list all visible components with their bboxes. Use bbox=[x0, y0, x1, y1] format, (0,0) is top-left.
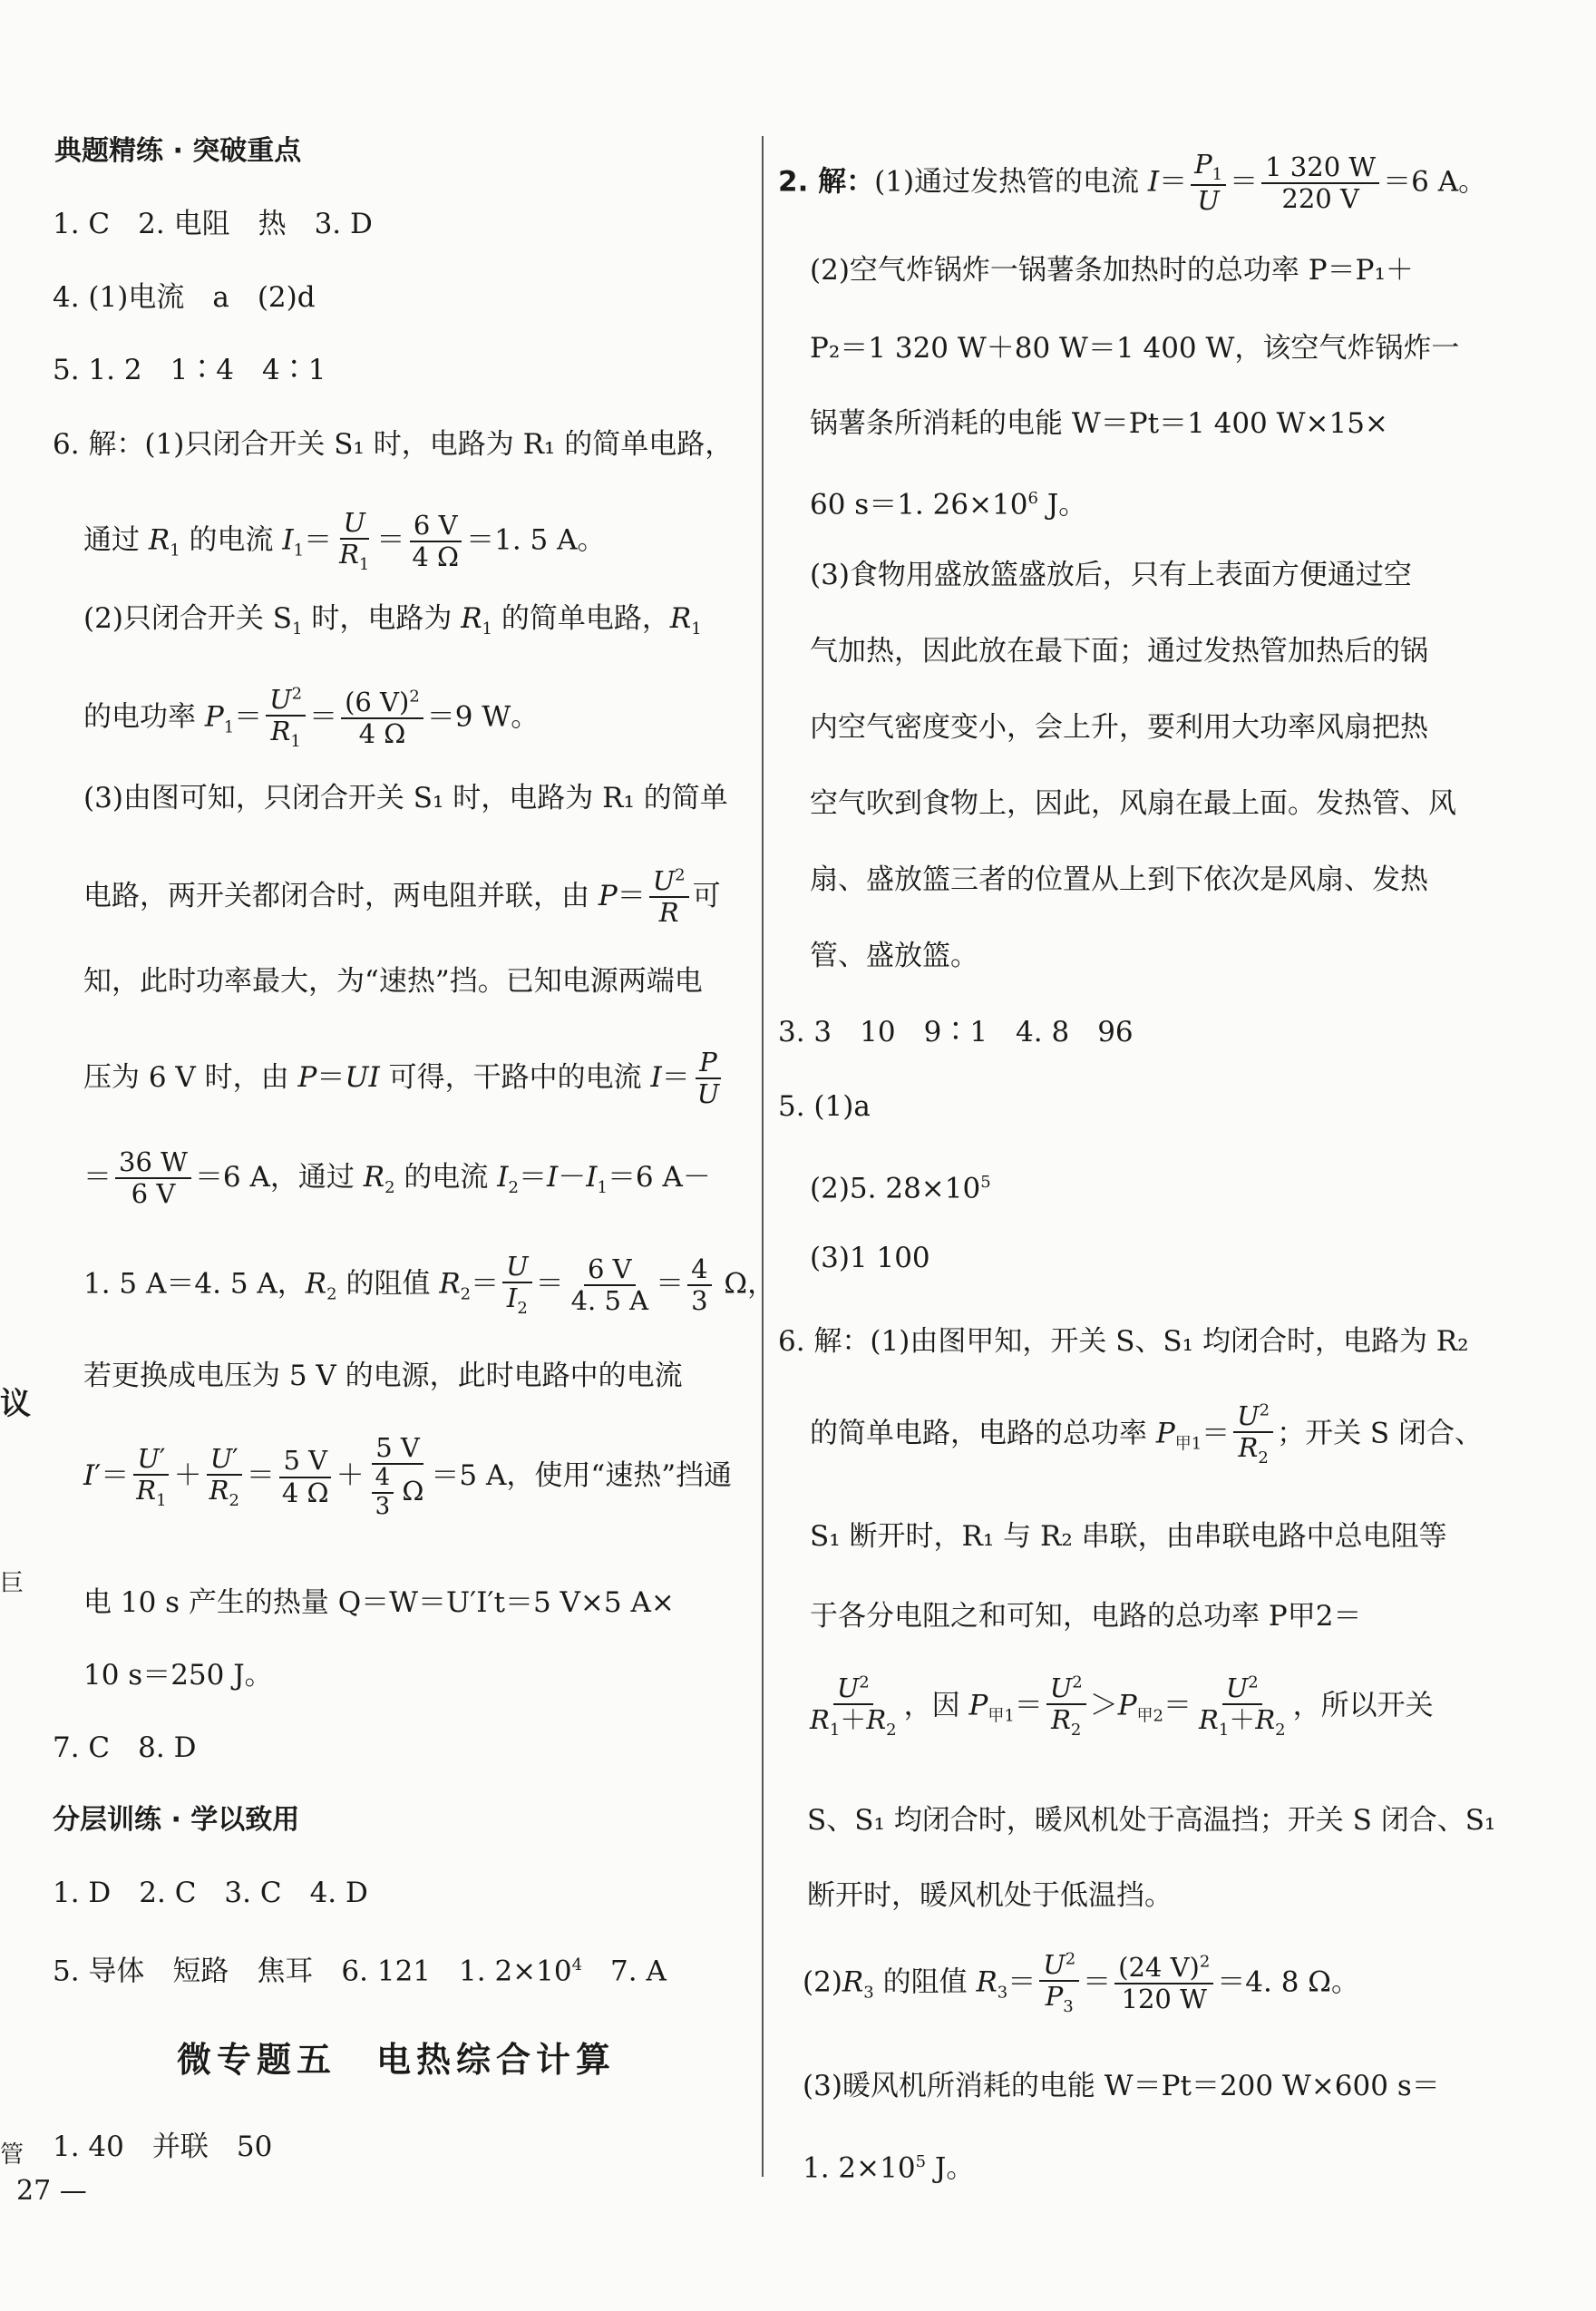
page-number: 27 — bbox=[16, 2175, 87, 2207]
formula-line: $\frac{U^2}{R_1+R_2}$ ，因 $P_{甲1}=$ $\frac{U^2}{R_2}$ $>P_{甲2}=$ $\frac{U^2}{R_1+R_2}$ ，所以开关 bbox=[810, 1672, 1434, 1741]
answer-line: S、S₁ 均闭合时，暖风机处于高温挡；开关 S 闭合、S₁ bbox=[807, 1804, 1496, 1837]
answer-line: 10 s＝250 J。 bbox=[83, 1659, 273, 1692]
answer-line: S₁ 断开时，R₁ 与 R₂ 串联，由串联电路中总电阻等 bbox=[810, 1520, 1447, 1553]
section-heading-practice: 典题精练 · 突破重点 bbox=[54, 135, 302, 167]
answer-line: (3)食物用盛放篮盛放后，只有上表面方便通过空 bbox=[810, 559, 1412, 591]
formula-line: ＝ $\frac{36 W}{6 V}$ ＝6 A，通过 $R_2$ 的电流 $I_2=I-I_1=6$ A－ bbox=[83, 1146, 711, 1210]
answer-line: 3. 3 10 9∶1 4. 8 96 bbox=[778, 1016, 1134, 1048]
answer-line: 5. (1)a bbox=[778, 1090, 871, 1123]
answer-line: 5. 1. 2 1∶4 4∶1 bbox=[53, 354, 326, 386]
answer-line: 6. 解：(1)只闭合开关 S₁ 时，电路为 R₁ 的简单电路， bbox=[53, 428, 734, 461]
answer-line: 1. $2\times 10^5$ J。 bbox=[803, 2151, 975, 2185]
answer-line: 1. D 2. C 3. C 4. D bbox=[53, 1877, 368, 1909]
formula-line: 压为 6 V 时，由 P＝UI 可得，干路中的电流 I＝ $\frac{P}{U}$ bbox=[83, 1047, 720, 1110]
answer-line: 7. C 8. D bbox=[53, 1731, 197, 1764]
formula-line: I′＝ $\frac{U'}{R_1}$ ＋ $\frac{U'}{R_2}$ ＝ $\frac{5 V}{4 \Omega}$ ＋ 5 V $\frac{4}{3}$ Ω ＝5 A，使用“速热”挡通 bbox=[83, 1432, 733, 1521]
answer-line: 1. 40 并联 50 bbox=[53, 2131, 273, 2163]
formula-line: $(2)R_3$ 的阻值 $R_3=$ $\frac{U^2}{P_3}$ ＝ $\frac{(24 V)^2}{120 W}$ ＝4. 8 Ω。 bbox=[803, 1949, 1360, 2017]
answer-line: 扇、盛放篮三者的位置从上到下依次是风扇、发热 bbox=[810, 863, 1428, 896]
answer-line: 内空气密度变小，会上升，要利用大功率风扇把热 bbox=[810, 711, 1428, 744]
answer-line: 1. C 2. 电阻 热 3. D bbox=[53, 208, 373, 240]
margin-fragment: 议 bbox=[0, 1386, 31, 1422]
answer-line: 60 s＝1. $26\times 10^6$ J。 bbox=[810, 488, 1087, 522]
column-divider bbox=[762, 136, 764, 2177]
margin-fragment: 巨 bbox=[0, 1570, 24, 1597]
section-heading-training: 分层训练 · 学以致用 bbox=[53, 1804, 300, 1836]
answer-line: (2)5. $28\times 10^5$ bbox=[810, 1172, 991, 1205]
section-title: 微专题五 电热综合计算 bbox=[177, 2039, 617, 2080]
answer-line: 若更换成电压为 5 V 的电源，此时电路中的电流 bbox=[83, 1360, 683, 1392]
answer-line: 于各分电阻之和可知，电路的总功率 P甲2＝ bbox=[810, 1600, 1362, 1633]
answer-line: (3)暖风机所消耗的电能 W＝Pt＝200 W×600 s＝ bbox=[803, 2070, 1440, 2102]
formula-line: 2. 解：(1)通过发热管的电流 I＝ $\frac{P_1}{U}$ ＝ $\frac{1 320 W}{220 V}$ ＝6 A。 bbox=[778, 149, 1487, 217]
answer-line: 气加热，因此放在最下面；通过发热管加热后的锅 bbox=[810, 635, 1428, 668]
answer-line: 锅薯条所消耗的电能 W＝Pt＝1 400 W×15× bbox=[810, 407, 1388, 440]
margin-fragment: 管 bbox=[0, 2141, 24, 2169]
answer-line: 6. 解：(1)由图甲知，开关 S、S₁ 均闭合时，电路为 R₂ bbox=[778, 1325, 1469, 1358]
answer-line: 知，此时功率最大，为“速热”挡。已知电源两端电 bbox=[83, 965, 703, 998]
formula-line: 1. 5 A＝4. 5 A，$R_2$ 的阻值 $R_2=$ $\frac{U}{I_2}$ ＝ $\frac{6 V}{4. 5 A}$ ＝ $\frac{4}{3}$ Ω， bbox=[83, 1251, 776, 1319]
formula-line: 的电功率 $P_1=$ $\frac{U^2}{R_1}$ ＝ $\frac{(6 V)^2}{4 \Omega}$ ＝9 W。 bbox=[83, 684, 540, 752]
answer-line: (3)由图可知，只闭合开关 S₁ 时，电路为 R₁ 的简单 bbox=[83, 782, 728, 814]
answer-line: (2)空气炸锅炸一锅薯条加热时的总功率 P＝P₁＋ bbox=[810, 254, 1414, 287]
answer-line: 管、盛放篮。 bbox=[810, 940, 978, 972]
answer-line: 断开时，暖风机处于低温挡。 bbox=[807, 1879, 1173, 1912]
formula-line: 电路，两开关都闭合时，两电阻并联，由 P＝ $\frac{U^2}{R}$ 可 bbox=[83, 865, 721, 929]
formula-line: (2)只闭合开关 $S_1$ 时，电路为 $R_1$ 的简单电路，$R_1$ bbox=[83, 602, 702, 639]
answer-line: 4. (1)电流 a (2)d bbox=[53, 281, 316, 314]
answer-line: 空气吹到食物上，因此，风扇在最上面。发热管、风 bbox=[810, 787, 1456, 820]
answer-line: (3)1 100 bbox=[810, 1242, 930, 1274]
answer-line: P₂＝1 320 W＋80 W＝1 400 W，该空气炸锅炸一 bbox=[810, 332, 1460, 365]
answer-line: 5. 导体 短路 焦耳 6. 121 1. $2\times 10^4$ 7. A bbox=[53, 1955, 667, 1988]
formula-line: 通过 $R_1$ 的电流 $I_1=$ $\frac{U}{R_1}$ ＝ $\frac{6 V}{4 \Omega}$ ＝1. 5 A。 bbox=[83, 507, 606, 575]
answer-line: 电 10 s 产生的热量 Q＝W＝U′I′t＝5 V×5 A× bbox=[83, 1586, 675, 1619]
formula-line: 的简单电路，电路的总功率 $P_{甲1}=$ $\frac{U^2}{R_2}$ ；开关 S 闭合、 bbox=[810, 1400, 1484, 1468]
